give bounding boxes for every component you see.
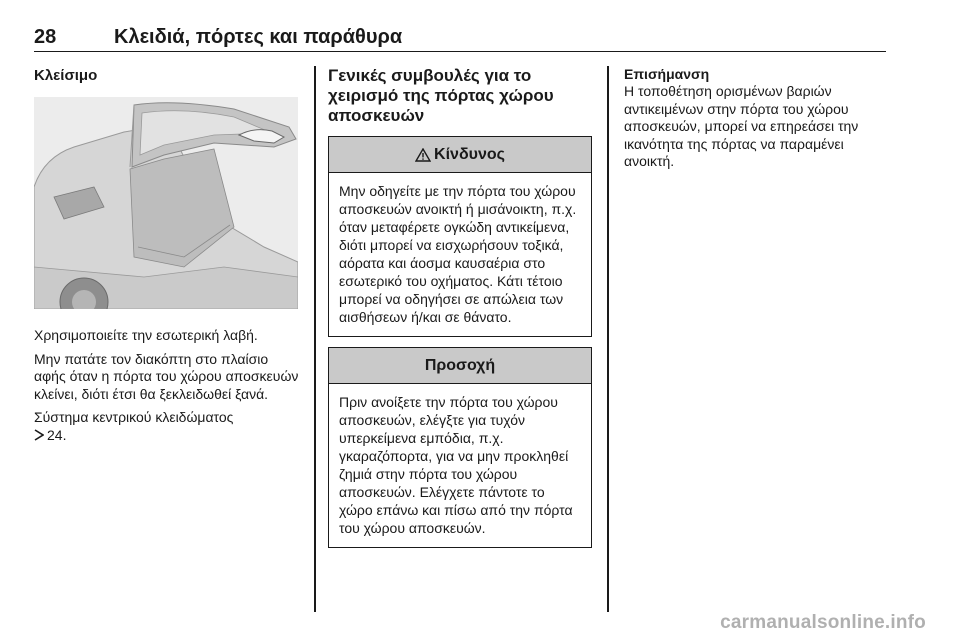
column-divider-right bbox=[607, 66, 609, 612]
danger-box-header bbox=[329, 137, 591, 173]
danger-title: Κίνδυνος bbox=[434, 145, 505, 163]
page-reference-arrow-icon bbox=[34, 429, 44, 441]
caution-title: Προσοχή bbox=[424, 356, 496, 374]
danger-text: Μην οδηγείτε με την πόρτα του χώρου αποσκευών ανοικτή ή μισάνοικτη, π.χ. όταν μεταφέρετε ογκώδη αντικείμενα, διότι μπορεί να εισχωρήσουν τοξικά, αόρατα και άοσμα καυσαέρια στο εσωτερικό του οχήματος. Κάτι τέτοιο μπορεί να οδηγήσει σε απώλεια των αισθήσεων ή/και σε θάνατο. bbox=[339, 183, 577, 325]
warning-triangle-icon bbox=[415, 148, 431, 162]
caution-box bbox=[328, 347, 592, 548]
column-closing bbox=[34, 66, 300, 444]
section-heading-closing: Κλείσιμο bbox=[34, 67, 98, 84]
note-heading: Επισήμανση bbox=[624, 66, 710, 82]
caution-box-header bbox=[329, 348, 591, 384]
central-locking-label: Σύστημα κεντρικού κλειδώματος bbox=[34, 409, 234, 425]
column-divider-left bbox=[314, 66, 316, 612]
column-note bbox=[624, 66, 892, 171]
watermark: carmanualsonline.info bbox=[720, 612, 926, 633]
paragraph-touch-switch: Μην πατάτε τον διακόπτη στο πλαίσιο αφής όταν η πόρτα του χώρου αποσκευών κλείνει, διότι έτσι θα ξεκλειδωθεί ξανά. bbox=[34, 350, 299, 402]
page-header bbox=[34, 26, 886, 52]
section-heading-general-tips: Γενικές συμβουλές για το χειρισμό της πόρτας χώρου αποσκευών bbox=[328, 66, 554, 125]
chapter-title: Κλειδιά, πόρτες και παράθυρα bbox=[114, 26, 403, 48]
column-general-tips bbox=[328, 66, 592, 548]
caution-text: Πριν ανοίξετε την πόρτα του χώρου αποσκευών, ελέγξτε για τυχόν υπερκείμενα εμπόδια, π.χ. γκαραζόπορτα, για να μην προκληθεί ζημιά στην πόρτα του χώρου αποσκευών. Ελέγχετε πάντοτε το χώρο επάνω και πίσω από την πόρτα του χώρου αποσκευών. bbox=[339, 394, 573, 536]
tailgate-photo bbox=[34, 97, 298, 309]
central-locking-page-ref[interactable]: 24. bbox=[47, 426, 67, 443]
paragraph-use-handle: Χρησιμοποιείτε την εσωτερική λαβή. bbox=[34, 327, 258, 343]
paragraph-central-locking bbox=[34, 409, 300, 444]
note-text: Η τοποθέτηση ορισμένων βαριών αντικειμένων στην πόρτα του χώρου αποσκευών, μπορεί να επηρεάσει την ικανότητα της πόρτας να παραμένει ανοικτή. bbox=[624, 83, 859, 169]
page-number: 28 bbox=[34, 26, 57, 48]
danger-box bbox=[328, 136, 592, 337]
car-tailgate-illustration bbox=[34, 97, 298, 309]
